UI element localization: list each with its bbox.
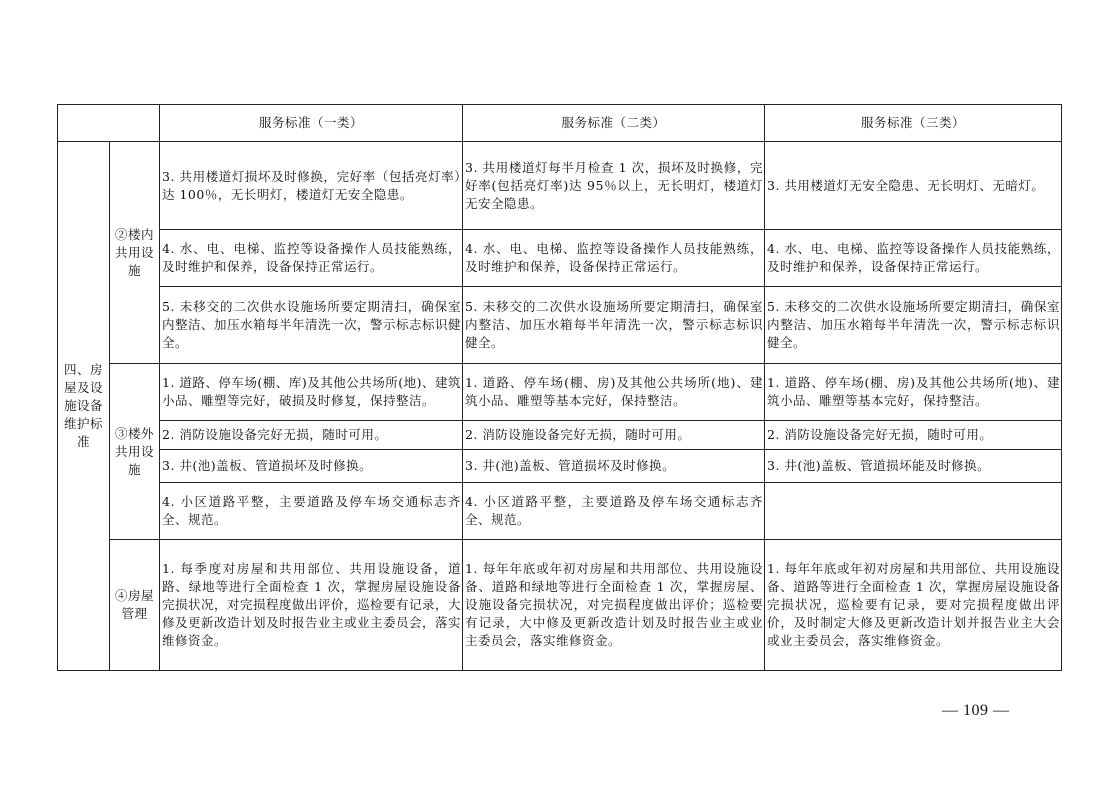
standard-cell: 3. 井(池)盖板、管道损坏及时修换。 [463, 450, 765, 483]
standard-cell: 1. 道路、停车场(棚、房)及其他公共场所(地)、建筑小品、雕塑等基本完好，保持整洁。 [765, 364, 1062, 421]
table-row [58, 483, 1062, 540]
category-cell: 四、房屋及设施设备维护标准 [58, 142, 110, 671]
table-row [58, 142, 1062, 230]
standard-cell: 4. 水、电、电梯、监控等设备操作人员技能熟练，及时维护和保养，设备保持正常运行。 [765, 230, 1062, 287]
table-row [58, 364, 1062, 421]
standard-cell: 4. 小区道路平整，主要道路及停车场交通标志齐全、规范。 [160, 483, 463, 540]
standard-cell: 3. 共用楼道灯每半月检查 1 次，损坏及时换修，完好率(包括亮灯率)达 95％以上，无长明灯，楼道灯无安全隐患。 [463, 142, 765, 230]
standard-cell: 2. 消防设施设备完好无损，随时可用。 [463, 421, 765, 450]
standard-cell: 5. 未移交的二次供水设施场所要定期清扫，确保室内整洁、加压水箱每半年清洗一次，警示标志标识健全。 [765, 287, 1062, 364]
standard-cell: 4. 水、电、电梯、监控等设备操作人员技能熟练，及时维护和保养，设备保持正常运行。 [463, 230, 765, 287]
standard-cell: 1. 道路、停车场(棚、库)及其他公共场所(地)、建筑小品、雕塑等完好，破损及时修复，保持整洁。 [160, 364, 463, 421]
header-blank-cell [58, 105, 160, 142]
page-number: — 109 — [942, 702, 1010, 719]
table-row [58, 450, 1062, 483]
service-standard-table [57, 104, 1062, 671]
standard-cell: 4. 小区道路平整，主要道路及停车场交通标志齐全、规范。 [463, 483, 765, 540]
standard-cell: 3. 井(池)盖板、管道损坏及时修换。 [160, 450, 463, 483]
standard-cell: 1. 每季度对房屋和共用部位、共用设施设备，道路、绿地等进行全面检查 1 次，掌握房屋设施设备完损状况，对完损程度做出评价，巡检要有记录，大修及更新改造计划及时报告业主或业主委员会，落实维修资金。 [160, 540, 463, 671]
table-row [58, 421, 1062, 450]
standard-cell: 1. 道路、停车场(棚、房)及其他公共场所(地)、建筑小品、雕塑等基本完好，保持整洁。 [463, 364, 765, 421]
section-indoor-facilities: ②楼内共用设施 [110, 142, 160, 364]
standard-cell: 1. 每年年底或年初对房屋和共用部位、共用设施设备、道路等进行全面检查 1 次，掌握房屋设施设备完损状况，巡检要有记录，要对完损程度做出评价，及时制定大修及更新改造计划并报告业主大会或业主委员会，落实维修资金。 [765, 540, 1062, 671]
standard-cell: 2. 消防设施设备完好无损，随时可用。 [765, 421, 1062, 450]
table-row [58, 230, 1062, 287]
standard-cell: 5. 未移交的二次供水设施场所要定期清扫，确保室内整洁、加压水箱每半年清洗一次，警示标志标识健全。 [463, 287, 765, 364]
header-col-class-2: 服务标准（二类） [463, 105, 765, 142]
standard-cell: 3. 共用楼道灯损坏及时修换，完好率（包括亮灯率）达 100％，无长明灯，楼道灯无安全隐患。 [160, 142, 463, 230]
standard-cell: 2. 消防设施设备完好无损，随时可用。 [160, 421, 463, 450]
standard-cell: 4. 水、电、电梯、监控等设备操作人员技能熟练，及时维护和保养，设备保持正常运行。 [160, 230, 463, 287]
standard-cell: 1. 每年年底或年初对房屋和共用部位、共用设施设备、道路和绿地等进行全面检查 1 次，掌握房屋、设施设备完损状况，对完损程度做出评价；巡检要有记录，大中修及更新改造计划及时报告业主或业主委员会，落实维修资金。 [463, 540, 765, 671]
section-outdoor-facilities: ③楼外共用设施 [110, 364, 160, 540]
header-col-class-1: 服务标准（一类） [160, 105, 463, 142]
header-col-class-3: 服务标准（三类） [765, 105, 1062, 142]
table-row [58, 287, 1062, 364]
section-building-management: ④房屋管理 [110, 540, 160, 671]
standard-cell [765, 483, 1062, 540]
header-row [58, 105, 1062, 142]
standard-cell: 3. 共用楼道灯无安全隐患、无长明灯、无暗灯。 [765, 142, 1062, 230]
standard-cell: 5. 未移交的二次供水设施场所要定期清扫，确保室内整洁、加压水箱每半年清洗一次，警示标志标识健全。 [160, 287, 463, 364]
standard-cell: 3. 井(池)盖板、管道损坏能及时修换。 [765, 450, 1062, 483]
table-row [58, 540, 1062, 671]
